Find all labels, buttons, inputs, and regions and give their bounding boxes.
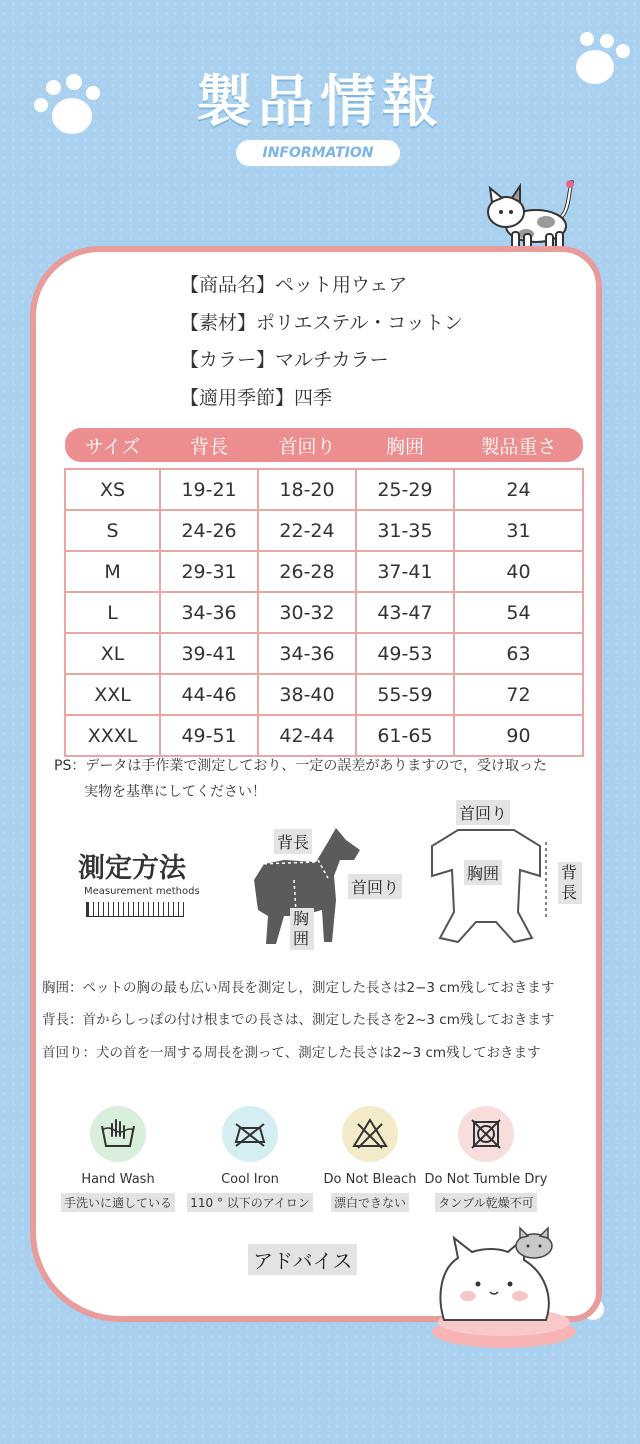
dog-label-back: 背長 [274, 829, 312, 854]
table-cell: 29-31 [160, 551, 258, 592]
size-table-header [65, 428, 583, 462]
care-label-jp: 110 ° 以下のアイロン [187, 1193, 312, 1212]
table-cell: L [65, 592, 160, 633]
garment-diagram-icon [428, 826, 554, 944]
header-back-length: 背長 [160, 428, 258, 462]
note-line-2: 実物を基準にしてください！ [84, 784, 266, 800]
dog-label-chest: 胸囲 [290, 908, 314, 950]
table-row [65, 469, 583, 510]
table-cell: 24 [454, 469, 583, 510]
table-cell: 26-28 [258, 551, 356, 592]
table-row [65, 633, 583, 674]
hand-wash-icon [90, 1106, 146, 1162]
table-cell: S [65, 510, 160, 551]
page-title: 製品情報 [196, 70, 444, 135]
advice-heading: アドバイス [248, 1244, 357, 1275]
table-cell: 49-51 [160, 715, 258, 756]
garment-label-neck: 首回り [456, 800, 510, 825]
table-cell: 55-59 [356, 674, 454, 715]
table-cell: 49-53 [356, 633, 454, 674]
care-label-en: Hand Wash [81, 1172, 155, 1187]
header-neck: 首回り [258, 428, 356, 462]
table-cell: 24-26 [160, 510, 258, 551]
chest-description: 胸囲：ペットの胸の最も広い周長を測定し，測定した長さは2−3 cm残しておきます [42, 980, 555, 996]
table-cell: 34-36 [160, 592, 258, 633]
header-chest: 胸囲 [356, 428, 454, 462]
table-cell: 54 [454, 592, 583, 633]
care-no-bleach [318, 1106, 422, 1212]
measurement-note [54, 753, 604, 805]
table-cell: XL [65, 633, 160, 674]
table-cell: XS [65, 469, 160, 510]
note-line-1: PS：データは手作業で測定しており、一定の誤差がありますので，受け取った [54, 758, 548, 774]
table-cell: 18-20 [258, 469, 356, 510]
table-cell: 22-24 [258, 510, 356, 551]
table-cell: 39-41 [160, 633, 258, 674]
dog-label-neck: 首回り [348, 874, 402, 899]
care-label-en: Do Not Tumble Dry [424, 1172, 548, 1187]
table-cell: 63 [454, 633, 583, 674]
care-label-en: Cool Iron [221, 1172, 279, 1187]
care-hand-wash [52, 1106, 184, 1212]
neck-description: 首回り：犬の首を一周する周長を測って、測定した長さは2~3 cm残しておきます [42, 1045, 541, 1061]
table-cell: XXL [65, 674, 160, 715]
table-cell: 37-41 [356, 551, 454, 592]
table-cell: XXXL [65, 715, 160, 756]
measure-title: 測定方法 [78, 853, 186, 884]
table-cell: 38-40 [258, 674, 356, 715]
no-bleach-icon [342, 1106, 398, 1162]
product-name: 【商品名】ペット用ウェア [180, 274, 408, 296]
table-row [65, 592, 583, 633]
care-no-tumble-dry [424, 1106, 548, 1212]
table-cell: 61-65 [356, 715, 454, 756]
table-cell: 40 [454, 551, 583, 592]
table-cell: 72 [454, 674, 583, 715]
table-cell: 25-29 [356, 469, 454, 510]
table-row [65, 551, 583, 592]
care-cool-iron [186, 1106, 314, 1212]
table-cell: 44-46 [160, 674, 258, 715]
care-label-jp: 漂白できない [331, 1193, 409, 1212]
garment-label-back: 背長 [558, 862, 582, 904]
ruler-icon [86, 902, 184, 917]
cat-cushion-illustration [428, 1224, 584, 1354]
product-season: 【適用季節】四季 [180, 387, 333, 409]
table-cell: 19-21 [160, 469, 258, 510]
table-row [65, 715, 583, 756]
header-weight: 製品重さ [454, 428, 583, 462]
table-cell: 31-35 [356, 510, 454, 551]
table-cell: 43-47 [356, 592, 454, 633]
product-color: 【カラー】マルチカラー [180, 349, 389, 371]
product-material: 【素材】ポリエステル・コットン [180, 312, 463, 334]
table-cell: 90 [454, 715, 583, 756]
table-cell: 31 [454, 510, 583, 551]
table-cell: 42-44 [258, 715, 356, 756]
table-row [65, 674, 583, 715]
page-subtitle: INFORMATION [236, 140, 400, 166]
table-cell: M [65, 551, 160, 592]
table-row [65, 510, 583, 551]
table-cell: 30-32 [258, 592, 356, 633]
size-table [64, 428, 584, 757]
care-label-jp: 手洗いに適している [61, 1193, 175, 1212]
header-size: サイズ [65, 428, 160, 462]
no-iron-icon [222, 1106, 278, 1162]
measure-subtitle: Measurement methods [84, 886, 200, 897]
care-label-en: Do Not Bleach [323, 1172, 417, 1187]
garment-label-chest: 胸囲 [464, 860, 502, 885]
table-cell: 34-36 [258, 633, 356, 674]
back-description: 背長：首からしっぽの付け根までの長さは、測定した長さを2~3 cm残しておきます [42, 1012, 555, 1028]
care-label-jp: タンブル乾燥不可 [435, 1193, 537, 1212]
no-tumble-dry-icon [458, 1106, 514, 1162]
